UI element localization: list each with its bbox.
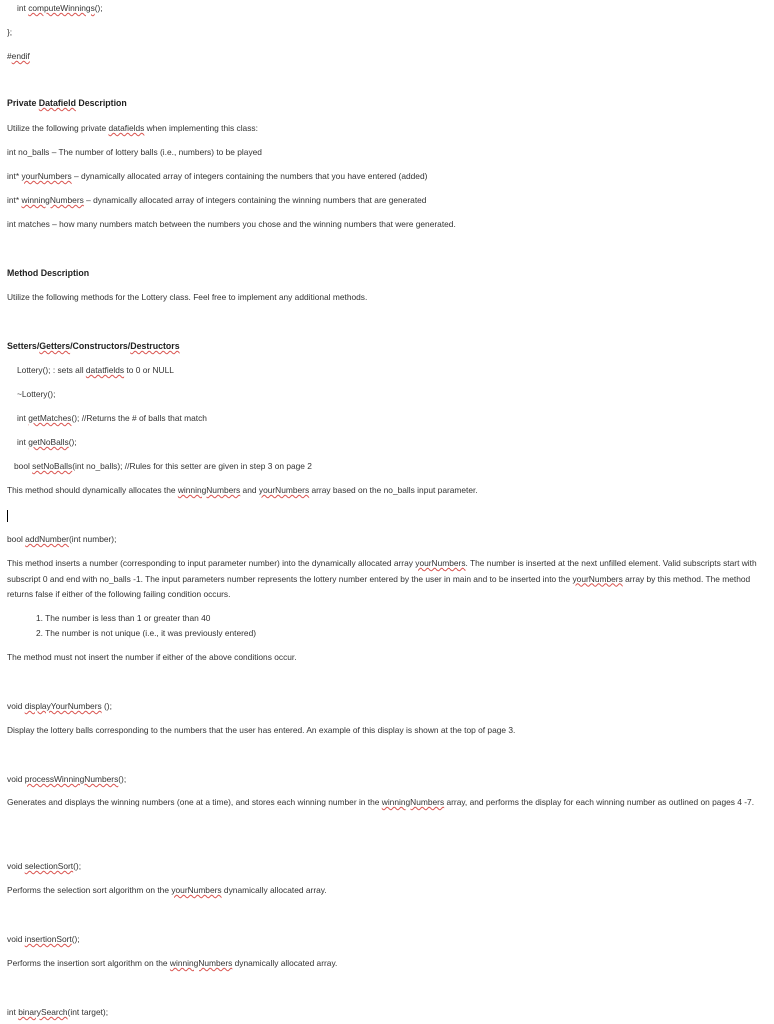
set-no-balls-description: This method should dynamically allocates the winningNumbers and yourNumbers array based on the no_balls input parameter. xyxy=(7,485,478,495)
code-endif: #endif xyxy=(7,51,30,61)
method-selection-sort: void selectionSort(); xyxy=(7,861,82,871)
add-number-description: This method inserts a number (corresponding to input parameter number) into the dynamically allocated array yourNumbers. The number is inserted at the next unfilled element. Valid subscripts start with subscript 0 and end with no_balls -1. The input parameters number represents the lottery number entered by the user in main and to be inserted into the yourNumbers array by this method. The method returns false if either of the following failing condition occurs. xyxy=(7,558,757,599)
code-class-close: }; xyxy=(7,27,13,37)
code-compute-winnings: int computeWinnings(); xyxy=(17,3,103,13)
display-your-numbers-description: Display the lottery balls corresponding to the numbers that the user has entered. An example of this display is shown at the top of page 3. xyxy=(7,725,516,735)
method-binary-search: int binarySearch(int target); xyxy=(7,1007,109,1017)
add-number-note: The method must not insert the number if either of the above conditions occur. xyxy=(7,652,297,662)
field-your-numbers: int* yourNumbers – dynamically allocated array of integers containing the numbers that you have entered (added) xyxy=(7,171,428,181)
private-datafield-heading: Private Datafield Description xyxy=(7,98,127,108)
insertion-sort-description: Performs the insertion sort algorithm on the winningNumbers dynamically allocated array. xyxy=(7,958,338,968)
method-description-heading: Method Description xyxy=(7,268,90,278)
destructor-lottery: ~Lottery(); xyxy=(17,389,56,399)
add-number-condition-2: 2. The number is not unique (i.e., it was previously entered) xyxy=(36,628,257,638)
field-no-balls: int no_balls – The number of lottery balls (i.e., numbers) to be played xyxy=(7,147,262,157)
text-cursor xyxy=(7,510,8,522)
add-number-condition-1: 1. The number is less than 1 or greater than 40 xyxy=(36,613,211,623)
method-description-intro: Utilize the following methods for the Lottery class. Feel free to implement any additional methods. xyxy=(7,292,368,302)
selection-sort-description: Performs the selection sort algorithm on the yourNumbers dynamically allocated array. xyxy=(7,885,327,895)
private-datafield-intro: Utilize the following private datafields when implementing this class: xyxy=(7,123,258,133)
method-insertion-sort: void insertionSort(); xyxy=(7,934,80,944)
method-get-no-balls: int getNoBalls(); xyxy=(17,437,77,447)
process-winning-numbers-description: Generates and displays the winning numbers (one at a time), and stores each winning number in the winningNumbers array, and performs the display for each winning number as outlined on pages 4 -7. xyxy=(7,797,755,807)
method-add-number: bool addNumber(int number); xyxy=(7,534,117,544)
method-display-your-numbers: void displayYourNumbers (); xyxy=(7,701,112,711)
constructor-lottery: Lottery(); : sets all datatfields to 0 or NULL xyxy=(17,365,174,375)
method-process-winning-numbers: void processWinningNumbers(); xyxy=(7,774,127,784)
method-set-no-balls: bool setNoBalls(int no_balls); //Rules for this setter are given in step 3 on page 2 xyxy=(14,461,312,471)
field-winning-numbers: int* winningNumbers – dynamically allocated array of integers containing the winning numbers that are generated xyxy=(7,195,427,205)
setters-getters-heading: Setters/Getters/Constructors/Destructors xyxy=(7,341,180,351)
method-get-matches: int getMatches(); //Returns the # of balls that match xyxy=(17,413,207,423)
field-matches: int matches – how many numbers match between the numbers you chose and the winning numbers that were generated. xyxy=(7,219,456,229)
